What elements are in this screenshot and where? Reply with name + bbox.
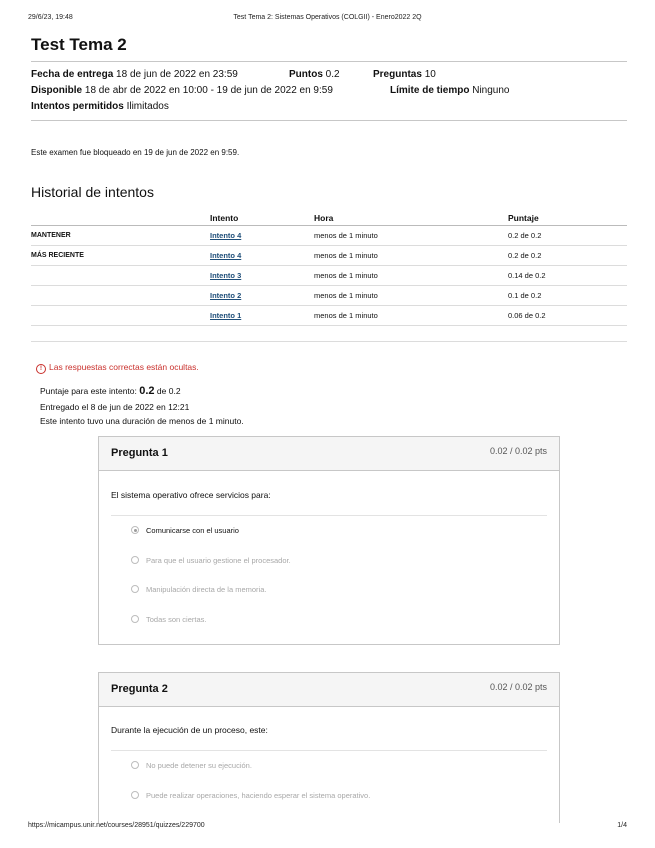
score-prefix: Puntaje para este intento:: [40, 386, 137, 396]
answer-option[interactable]: [131, 556, 291, 565]
attempt-link[interactable]: Intento 2: [210, 291, 242, 300]
attempt-time: menos de 1 minuto: [314, 286, 508, 306]
due-label: Fecha de entrega: [31, 69, 114, 80]
divider: [111, 750, 547, 751]
questions-value: 10: [424, 69, 436, 80]
attempt-score: 0.14 de 0.2: [508, 266, 627, 286]
row-label: [31, 286, 210, 306]
attempt-score: 0.06 de 0.2: [508, 306, 627, 326]
radio-icon: [131, 761, 139, 769]
question-title: Pregunta 2: [111, 683, 168, 695]
print-datetime: 29/6/23, 19:48: [28, 14, 73, 21]
column-header-attempt: Intento: [210, 210, 314, 226]
available-meta: [31, 85, 333, 96]
question-text: Durante la ejecución de un proceso, este:: [111, 725, 268, 735]
print-header: [0, 0, 655, 30]
time-limit-label: Límite de tiempo: [390, 85, 470, 96]
time-limit-value: Ninguno: [472, 85, 510, 96]
answer-option[interactable]: [131, 791, 370, 800]
attempts-label: Intentos permitidos: [31, 101, 124, 112]
answer-label: Puede realizar operaciones, haciendo esperar el sistema operativo.: [146, 791, 371, 800]
attempt-time: menos de 1 minuto: [314, 266, 508, 286]
attempts-meta: [31, 101, 169, 112]
table-row: [31, 306, 627, 326]
attempt-score-line: [40, 385, 181, 397]
points-value: 0.2: [325, 69, 340, 80]
divider: [31, 61, 627, 62]
answer-option[interactable]: [131, 526, 239, 535]
attempt-link[interactable]: Intento 4: [210, 231, 242, 240]
question-text: El sistema operativo ofrece servicios para:: [111, 490, 271, 500]
warning-icon: !: [36, 364, 46, 374]
table-row: [31, 246, 627, 266]
question-points: 0.02 / 0.02 pts: [489, 682, 547, 692]
question-points: 0.02 / 0.02 pts: [489, 446, 547, 456]
score-suffix: de 0.2: [156, 386, 181, 396]
hidden-answers-notice: [36, 362, 199, 374]
answer-label: Para que el usuario gestione el procesador.: [146, 556, 291, 565]
quiz-meta-row-1: [31, 69, 238, 80]
attempt-score: 0.2 de 0.2: [508, 226, 627, 246]
row-label: MÁS RECIENTE: [31, 246, 210, 266]
radio-icon: [131, 791, 139, 799]
page-url: https://micampus.unir.net/courses/28951/quizzes/229700: [28, 822, 205, 829]
divider: [31, 120, 627, 121]
question-header: [99, 437, 559, 471]
questions-label: Preguntas: [373, 69, 422, 80]
available-label: Disponible: [31, 85, 83, 96]
answer-option[interactable]: [131, 615, 206, 624]
column-header-score: Puntaje: [508, 210, 627, 226]
radio-selected-icon: [131, 526, 139, 534]
question-card-1: [98, 436, 560, 645]
table-header-row: [31, 210, 627, 226]
history-title: Historial de intentos: [31, 184, 154, 200]
points-label: Puntos: [289, 69, 323, 80]
attempt-time: menos de 1 minuto: [314, 246, 508, 266]
attempt-history-table: [31, 210, 627, 326]
available-value: 18 de abr de 2022 en 10:00 - 19 de jun de 2022 en 9:59: [84, 85, 333, 96]
column-header-label: [31, 210, 210, 226]
radio-icon: [131, 585, 139, 593]
score-value: 0.2: [139, 385, 155, 397]
print-page-title: Test Tema 2: Sistemas Operativos (COLGII) - Enero2022 2Q: [233, 14, 422, 21]
divider: [111, 515, 547, 516]
answer-option[interactable]: [131, 761, 252, 770]
radio-icon: [131, 615, 139, 623]
locked-message: Este examen fue bloqueado en 19 de jun de 2022 en 9:59.: [31, 148, 240, 157]
attempt-score: 0.1 de 0.2: [508, 286, 627, 306]
divider: [31, 341, 627, 342]
attempt-link[interactable]: Intento 4: [210, 251, 242, 260]
hidden-answers-text: Las respuestas correctas están ocultas.: [49, 362, 199, 372]
attempt-submitted: Entregado el 8 de jun de 2022 en 12:21: [40, 402, 190, 412]
row-label: MANTENER: [31, 226, 210, 246]
table-row: [31, 266, 627, 286]
attempt-time: menos de 1 minuto: [314, 306, 508, 326]
due-value: 18 de jun de 2022 en 23:59: [116, 69, 238, 80]
table-row: [31, 286, 627, 306]
row-label: [31, 266, 210, 286]
question-header: [99, 673, 559, 707]
question-card-2: [98, 672, 560, 823]
page-number: 1/4: [617, 822, 627, 829]
row-label: [31, 306, 210, 326]
answer-option[interactable]: [131, 585, 266, 594]
attempt-score: 0.2 de 0.2: [508, 246, 627, 266]
answer-label: Todas son ciertas.: [146, 615, 207, 624]
attempt-link[interactable]: Intento 1: [210, 311, 242, 320]
answer-label: Manipulación directa de la memoria.: [146, 585, 267, 594]
attempts-value: Ilimitados: [126, 101, 169, 112]
column-header-time: Hora: [314, 210, 508, 226]
page-title: Test Tema 2: [31, 35, 127, 54]
question-title: Pregunta 1: [111, 447, 168, 459]
questions-meta: [373, 69, 436, 80]
answer-label: Comunicarse con el usuario: [146, 526, 239, 535]
table-row: [31, 226, 627, 246]
time-limit-meta: [390, 85, 510, 96]
points-meta: [289, 69, 340, 80]
attempt-time: menos de 1 minuto: [314, 226, 508, 246]
radio-icon: [131, 556, 139, 564]
attempt-link[interactable]: Intento 3: [210, 271, 242, 280]
answer-label: No puede detener su ejecución.: [146, 761, 252, 770]
attempt-duration: Este intento tuvo una duración de menos de 1 minuto.: [40, 416, 244, 426]
